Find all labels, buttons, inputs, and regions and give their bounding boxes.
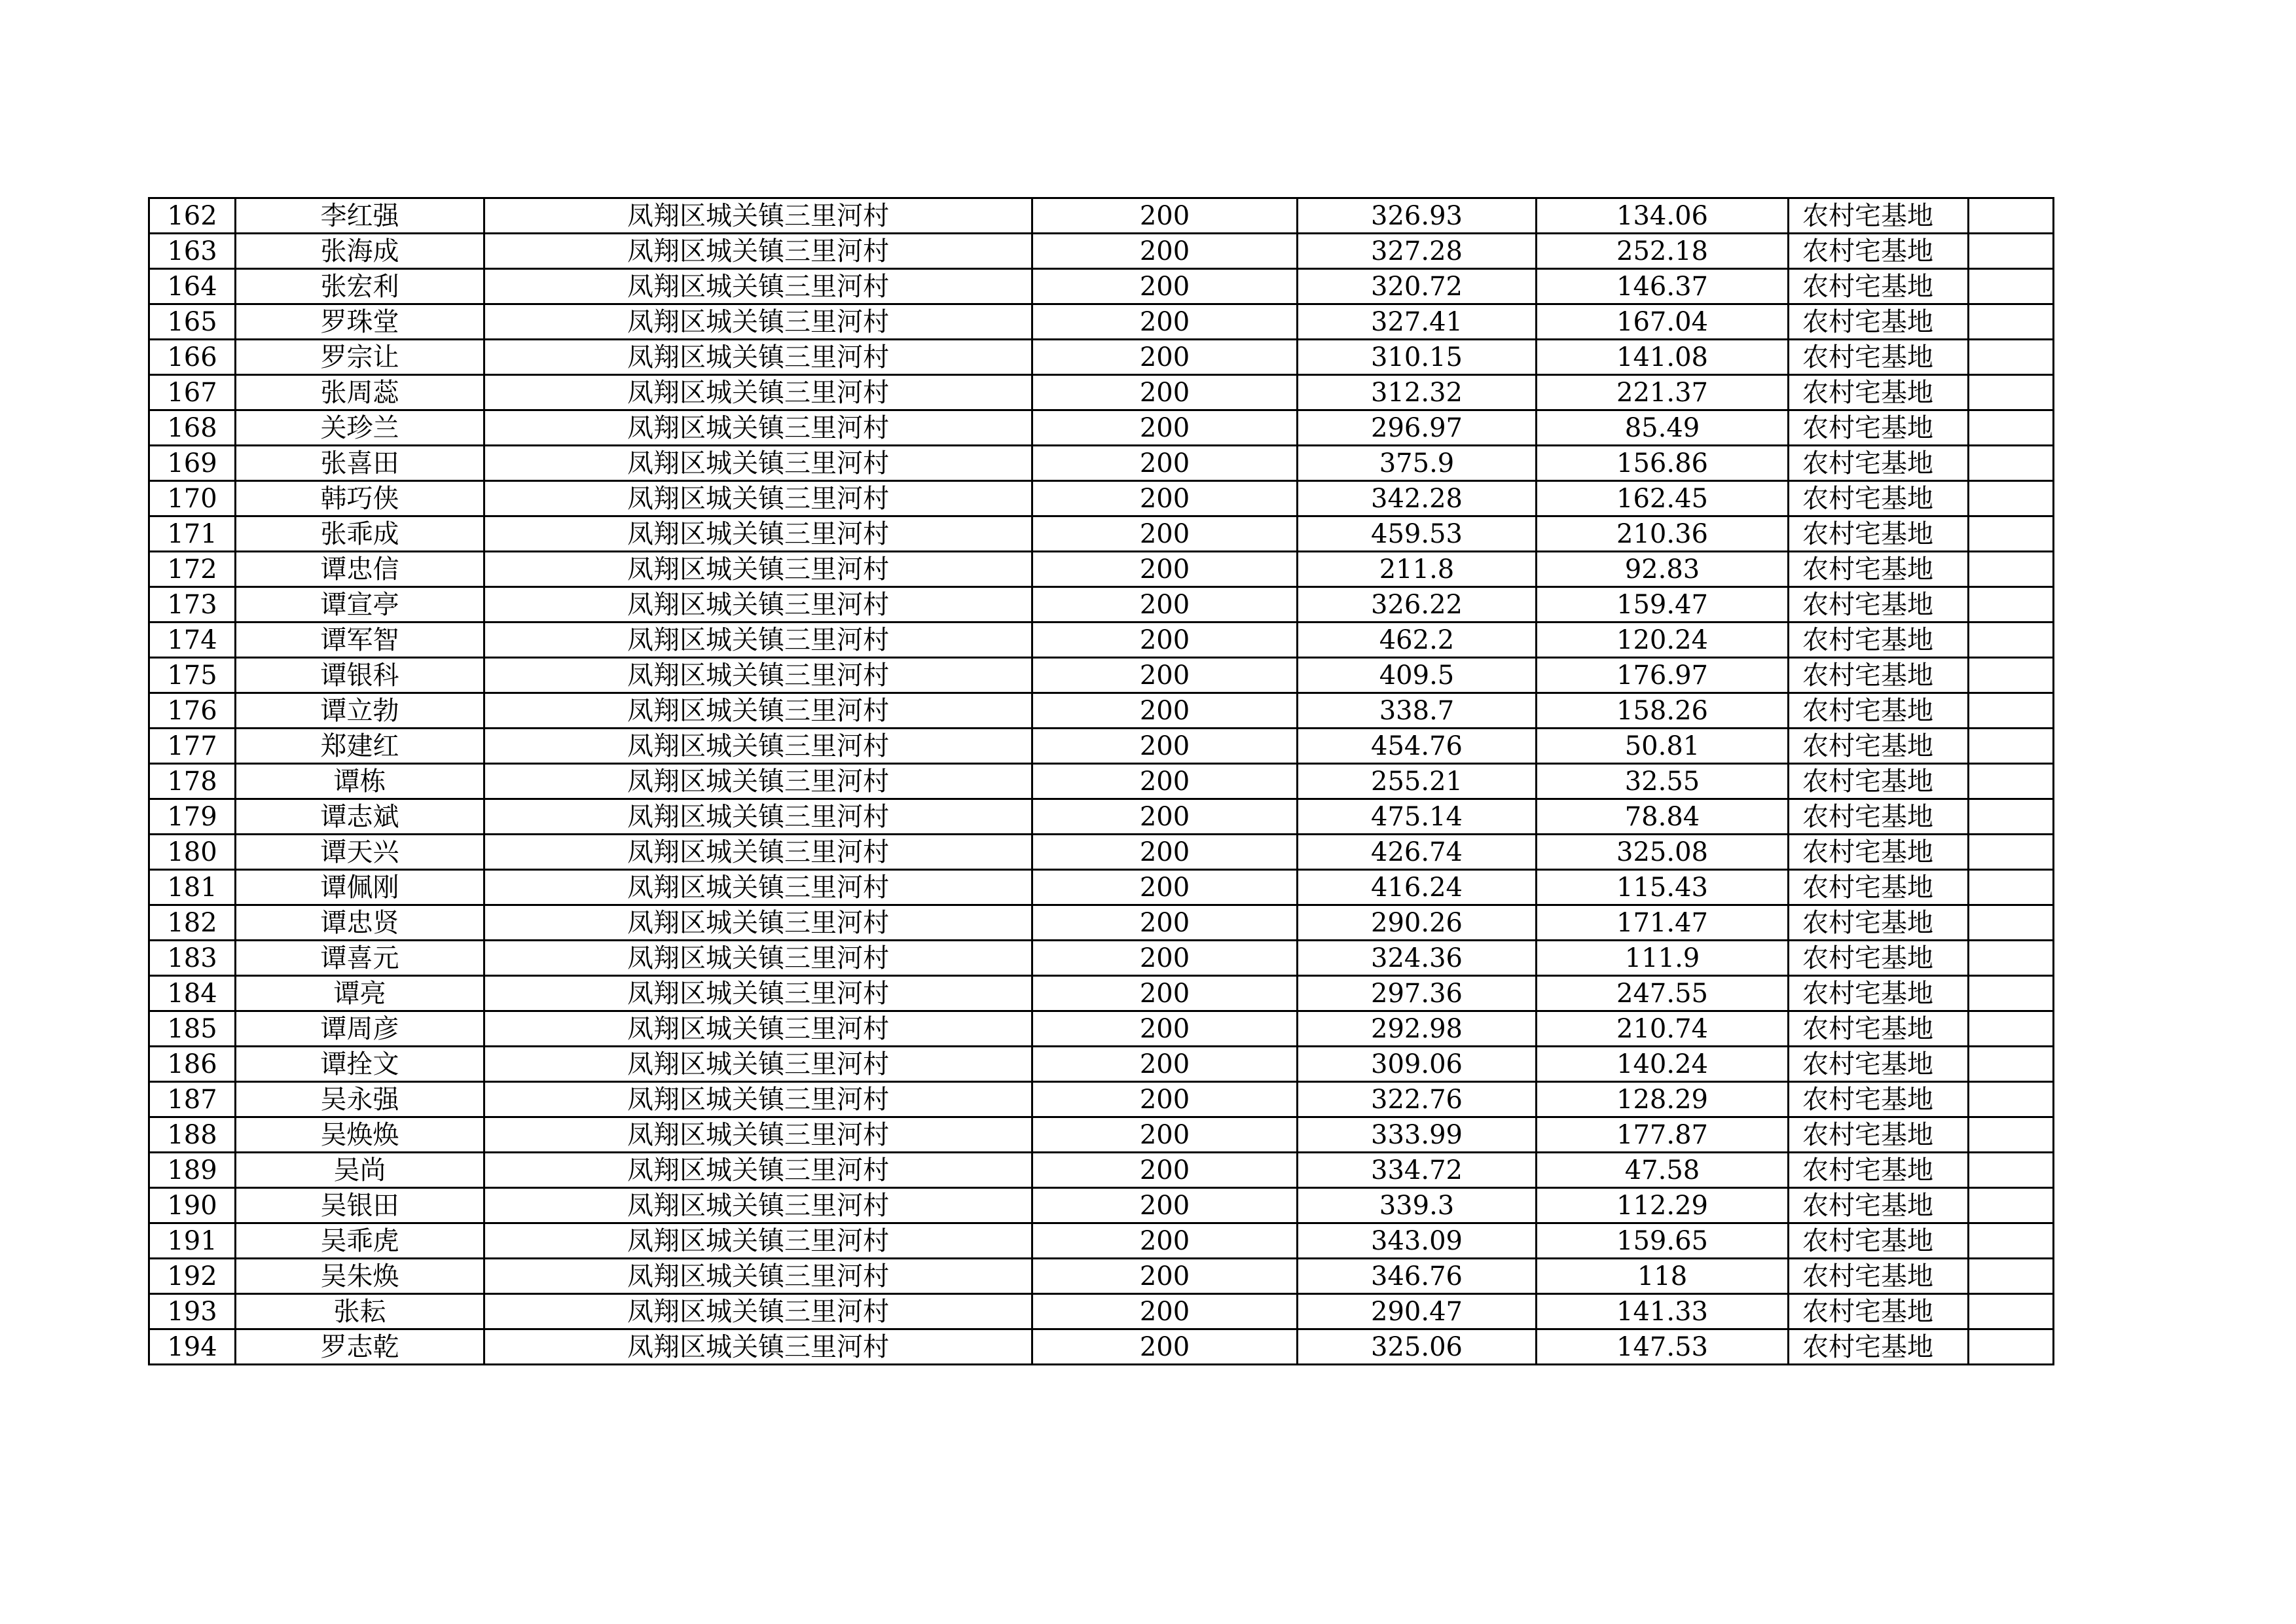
area-cell: 326.22 bbox=[1298, 587, 1537, 623]
name-cell: 谭喜元 bbox=[236, 941, 484, 976]
land-use-cell: 农村宅基地 bbox=[1789, 835, 1969, 870]
note-cell bbox=[1969, 1294, 2054, 1329]
table-row bbox=[149, 1188, 2054, 1223]
base-area-cell: 115.43 bbox=[1537, 870, 1789, 905]
note-cell bbox=[1969, 764, 2054, 799]
note-cell bbox=[1969, 658, 2054, 693]
row-number-cell: 177 bbox=[149, 729, 236, 764]
note-cell bbox=[1969, 304, 2054, 340]
address-cell: 凤翔区城关镇三里河村 bbox=[484, 234, 1032, 269]
address-cell: 凤翔区城关镇三里河村 bbox=[484, 764, 1032, 799]
address-cell: 凤翔区城关镇三里河村 bbox=[484, 1188, 1032, 1223]
address-cell: 凤翔区城关镇三里河村 bbox=[484, 976, 1032, 1011]
land-use-cell: 农村宅基地 bbox=[1789, 1153, 1969, 1188]
name-cell: 谭军智 bbox=[236, 623, 484, 658]
note-cell bbox=[1969, 976, 2054, 1011]
area-cell: 255.21 bbox=[1298, 764, 1537, 799]
note-cell bbox=[1969, 340, 2054, 375]
table-row bbox=[149, 516, 2054, 552]
row-number-cell: 163 bbox=[149, 234, 236, 269]
base-area-cell: 177.87 bbox=[1537, 1117, 1789, 1153]
note-cell bbox=[1969, 552, 2054, 587]
area-cell: 334.72 bbox=[1298, 1153, 1537, 1188]
table-row bbox=[149, 799, 2054, 835]
row-number-cell: 179 bbox=[149, 799, 236, 835]
note-cell bbox=[1969, 410, 2054, 446]
land-use-cell: 农村宅基地 bbox=[1789, 1117, 1969, 1153]
address-cell: 凤翔区城关镇三里河村 bbox=[484, 905, 1032, 941]
base-area-cell: 146.37 bbox=[1537, 269, 1789, 304]
base-area-cell: 159.47 bbox=[1537, 587, 1789, 623]
address-cell: 凤翔区城关镇三里河村 bbox=[484, 375, 1032, 410]
area-cell: 462.2 bbox=[1298, 623, 1537, 658]
row-number-cell: 182 bbox=[149, 905, 236, 941]
name-cell: 吴永强 bbox=[236, 1082, 484, 1117]
row-number-cell: 168 bbox=[149, 410, 236, 446]
note-cell bbox=[1969, 870, 2054, 905]
land-use-cell: 农村宅基地 bbox=[1789, 269, 1969, 304]
quota-cell: 200 bbox=[1032, 693, 1298, 729]
row-number-cell: 172 bbox=[149, 552, 236, 587]
quota-cell: 200 bbox=[1032, 941, 1298, 976]
row-number-cell: 166 bbox=[149, 340, 236, 375]
row-number-cell: 192 bbox=[149, 1259, 236, 1294]
area-cell: 416.24 bbox=[1298, 870, 1537, 905]
address-cell: 凤翔区城关镇三里河村 bbox=[484, 1047, 1032, 1082]
note-cell bbox=[1969, 1082, 2054, 1117]
land-use-cell: 农村宅基地 bbox=[1789, 340, 1969, 375]
note-cell bbox=[1969, 198, 2054, 234]
quota-cell: 200 bbox=[1032, 1082, 1298, 1117]
table-row bbox=[149, 1117, 2054, 1153]
area-cell: 459.53 bbox=[1298, 516, 1537, 552]
table-row bbox=[149, 1153, 2054, 1188]
quota-cell: 200 bbox=[1032, 1259, 1298, 1294]
name-cell: 谭忠信 bbox=[236, 552, 484, 587]
quota-cell: 200 bbox=[1032, 587, 1298, 623]
land-use-cell: 农村宅基地 bbox=[1789, 1011, 1969, 1047]
table-row bbox=[149, 446, 2054, 481]
area-cell: 290.26 bbox=[1298, 905, 1537, 941]
row-number-cell: 191 bbox=[149, 1223, 236, 1259]
name-cell: 谭银科 bbox=[236, 658, 484, 693]
land-use-cell: 农村宅基地 bbox=[1789, 1188, 1969, 1223]
table-row bbox=[149, 1011, 2054, 1047]
name-cell: 李红强 bbox=[236, 198, 484, 234]
address-cell: 凤翔区城关镇三里河村 bbox=[484, 870, 1032, 905]
land-use-cell: 农村宅基地 bbox=[1789, 976, 1969, 1011]
address-cell: 凤翔区城关镇三里河村 bbox=[484, 198, 1032, 234]
table-row bbox=[149, 623, 2054, 658]
table-row bbox=[149, 870, 2054, 905]
table-row bbox=[149, 905, 2054, 941]
row-number-cell: 188 bbox=[149, 1117, 236, 1153]
land-register-table bbox=[148, 197, 2054, 1365]
note-cell bbox=[1969, 516, 2054, 552]
note-cell bbox=[1969, 1047, 2054, 1082]
name-cell: 谭志斌 bbox=[236, 799, 484, 835]
table-row bbox=[149, 1294, 2054, 1329]
land-use-cell: 农村宅基地 bbox=[1789, 1082, 1969, 1117]
base-area-cell: 50.81 bbox=[1537, 729, 1789, 764]
table-row bbox=[149, 976, 2054, 1011]
name-cell: 吴焕焕 bbox=[236, 1117, 484, 1153]
row-number-cell: 181 bbox=[149, 870, 236, 905]
name-cell: 罗志乾 bbox=[236, 1329, 484, 1365]
note-cell bbox=[1969, 1329, 2054, 1365]
table-row bbox=[149, 410, 2054, 446]
quota-cell: 200 bbox=[1032, 1223, 1298, 1259]
area-cell: 297.36 bbox=[1298, 976, 1537, 1011]
table-row bbox=[149, 375, 2054, 410]
address-cell: 凤翔区城关镇三里河村 bbox=[484, 516, 1032, 552]
address-cell: 凤翔区城关镇三里河村 bbox=[484, 658, 1032, 693]
quota-cell: 200 bbox=[1032, 658, 1298, 693]
quota-cell: 200 bbox=[1032, 1329, 1298, 1365]
land-use-cell: 农村宅基地 bbox=[1789, 1047, 1969, 1082]
note-cell bbox=[1969, 1188, 2054, 1223]
note-cell bbox=[1969, 1259, 2054, 1294]
base-area-cell: 325.08 bbox=[1537, 835, 1789, 870]
area-cell: 327.41 bbox=[1298, 304, 1537, 340]
quota-cell: 200 bbox=[1032, 1188, 1298, 1223]
area-cell: 326.93 bbox=[1298, 198, 1537, 234]
note-cell bbox=[1969, 234, 2054, 269]
quota-cell: 200 bbox=[1032, 835, 1298, 870]
row-number-cell: 185 bbox=[149, 1011, 236, 1047]
name-cell: 吴银田 bbox=[236, 1188, 484, 1223]
quota-cell: 200 bbox=[1032, 729, 1298, 764]
area-cell: 409.5 bbox=[1298, 658, 1537, 693]
area-cell: 454.76 bbox=[1298, 729, 1537, 764]
address-cell: 凤翔区城关镇三里河村 bbox=[484, 269, 1032, 304]
table-row bbox=[149, 764, 2054, 799]
row-number-cell: 167 bbox=[149, 375, 236, 410]
quota-cell: 200 bbox=[1032, 1117, 1298, 1153]
land-use-cell: 农村宅基地 bbox=[1789, 1329, 1969, 1365]
base-area-cell: 111.9 bbox=[1537, 941, 1789, 976]
quota-cell: 200 bbox=[1032, 410, 1298, 446]
address-cell: 凤翔区城关镇三里河村 bbox=[484, 304, 1032, 340]
land-use-cell: 农村宅基地 bbox=[1789, 375, 1969, 410]
name-cell: 张乖成 bbox=[236, 516, 484, 552]
note-cell bbox=[1969, 729, 2054, 764]
name-cell: 谭天兴 bbox=[236, 835, 484, 870]
table-row bbox=[149, 729, 2054, 764]
land-use-cell: 农村宅基地 bbox=[1789, 516, 1969, 552]
table-row bbox=[149, 269, 2054, 304]
address-cell: 凤翔区城关镇三里河村 bbox=[484, 1153, 1032, 1188]
land-use-cell: 农村宅基地 bbox=[1789, 587, 1969, 623]
area-cell: 475.14 bbox=[1298, 799, 1537, 835]
base-area-cell: 247.55 bbox=[1537, 976, 1789, 1011]
land-use-cell: 农村宅基地 bbox=[1789, 729, 1969, 764]
table-row bbox=[149, 1259, 2054, 1294]
base-area-cell: 112.29 bbox=[1537, 1188, 1789, 1223]
row-number-cell: 164 bbox=[149, 269, 236, 304]
area-cell: 339.3 bbox=[1298, 1188, 1537, 1223]
name-cell: 谭立勃 bbox=[236, 693, 484, 729]
note-cell bbox=[1969, 1223, 2054, 1259]
land-use-cell: 农村宅基地 bbox=[1789, 1259, 1969, 1294]
row-number-cell: 189 bbox=[149, 1153, 236, 1188]
row-number-cell: 169 bbox=[149, 446, 236, 481]
land-use-cell: 农村宅基地 bbox=[1789, 446, 1969, 481]
base-area-cell: 140.24 bbox=[1537, 1047, 1789, 1082]
row-number-cell: 193 bbox=[149, 1294, 236, 1329]
land-use-cell: 农村宅基地 bbox=[1789, 658, 1969, 693]
row-number-cell: 183 bbox=[149, 941, 236, 976]
table-row bbox=[149, 304, 2054, 340]
area-cell: 290.47 bbox=[1298, 1294, 1537, 1329]
land-use-cell: 农村宅基地 bbox=[1789, 905, 1969, 941]
base-area-cell: 147.53 bbox=[1537, 1329, 1789, 1365]
name-cell: 吴朱焕 bbox=[236, 1259, 484, 1294]
base-area-cell: 92.83 bbox=[1537, 552, 1789, 587]
base-area-cell: 252.18 bbox=[1537, 234, 1789, 269]
land-use-cell: 农村宅基地 bbox=[1789, 1294, 1969, 1329]
quota-cell: 200 bbox=[1032, 1011, 1298, 1047]
note-cell bbox=[1969, 375, 2054, 410]
name-cell: 张海成 bbox=[236, 234, 484, 269]
quota-cell: 200 bbox=[1032, 234, 1298, 269]
table-row bbox=[149, 234, 2054, 269]
land-use-cell: 农村宅基地 bbox=[1789, 799, 1969, 835]
row-number-cell: 174 bbox=[149, 623, 236, 658]
base-area-cell: 158.26 bbox=[1537, 693, 1789, 729]
note-cell bbox=[1969, 587, 2054, 623]
quota-cell: 200 bbox=[1032, 1153, 1298, 1188]
base-area-cell: 134.06 bbox=[1537, 198, 1789, 234]
land-use-cell: 农村宅基地 bbox=[1789, 623, 1969, 658]
name-cell: 吴乖虎 bbox=[236, 1223, 484, 1259]
base-area-cell: 85.49 bbox=[1537, 410, 1789, 446]
note-cell bbox=[1969, 446, 2054, 481]
base-area-cell: 141.08 bbox=[1537, 340, 1789, 375]
note-cell bbox=[1969, 941, 2054, 976]
land-use-cell: 农村宅基地 bbox=[1789, 481, 1969, 516]
base-area-cell: 159.65 bbox=[1537, 1223, 1789, 1259]
base-area-cell: 162.45 bbox=[1537, 481, 1789, 516]
quota-cell: 200 bbox=[1032, 764, 1298, 799]
address-cell: 凤翔区城关镇三里河村 bbox=[484, 481, 1032, 516]
area-cell: 342.28 bbox=[1298, 481, 1537, 516]
base-area-cell: 78.84 bbox=[1537, 799, 1789, 835]
quota-cell: 200 bbox=[1032, 375, 1298, 410]
name-cell: 谭周彦 bbox=[236, 1011, 484, 1047]
quota-cell: 200 bbox=[1032, 623, 1298, 658]
address-cell: 凤翔区城关镇三里河村 bbox=[484, 941, 1032, 976]
row-number-cell: 175 bbox=[149, 658, 236, 693]
address-cell: 凤翔区城关镇三里河村 bbox=[484, 1082, 1032, 1117]
base-area-cell: 176.97 bbox=[1537, 658, 1789, 693]
address-cell: 凤翔区城关镇三里河村 bbox=[484, 799, 1032, 835]
row-number-cell: 186 bbox=[149, 1047, 236, 1082]
area-cell: 333.99 bbox=[1298, 1117, 1537, 1153]
quota-cell: 200 bbox=[1032, 269, 1298, 304]
land-use-cell: 农村宅基地 bbox=[1789, 693, 1969, 729]
base-area-cell: 171.47 bbox=[1537, 905, 1789, 941]
name-cell: 谭忠贤 bbox=[236, 905, 484, 941]
area-cell: 322.76 bbox=[1298, 1082, 1537, 1117]
note-cell bbox=[1969, 799, 2054, 835]
name-cell: 韩巧侠 bbox=[236, 481, 484, 516]
table-row bbox=[149, 587, 2054, 623]
table-row bbox=[149, 835, 2054, 870]
table-body bbox=[149, 198, 2054, 1365]
quota-cell: 200 bbox=[1032, 1294, 1298, 1329]
address-cell: 凤翔区城关镇三里河村 bbox=[484, 410, 1032, 446]
name-cell: 郑建红 bbox=[236, 729, 484, 764]
area-cell: 310.15 bbox=[1298, 340, 1537, 375]
area-cell: 375.9 bbox=[1298, 446, 1537, 481]
base-area-cell: 118 bbox=[1537, 1259, 1789, 1294]
address-cell: 凤翔区城关镇三里河村 bbox=[484, 623, 1032, 658]
name-cell: 张周蕊 bbox=[236, 375, 484, 410]
table-row bbox=[149, 1223, 2054, 1259]
base-area-cell: 47.58 bbox=[1537, 1153, 1789, 1188]
name-cell: 罗宗让 bbox=[236, 340, 484, 375]
address-cell: 凤翔区城关镇三里河村 bbox=[484, 835, 1032, 870]
name-cell: 罗珠堂 bbox=[236, 304, 484, 340]
base-area-cell: 221.37 bbox=[1537, 375, 1789, 410]
address-cell: 凤翔区城关镇三里河村 bbox=[484, 1223, 1032, 1259]
row-number-cell: 171 bbox=[149, 516, 236, 552]
note-cell bbox=[1969, 623, 2054, 658]
base-area-cell: 120.24 bbox=[1537, 623, 1789, 658]
table-row bbox=[149, 340, 2054, 375]
note-cell bbox=[1969, 905, 2054, 941]
area-cell: 346.76 bbox=[1298, 1259, 1537, 1294]
table-row bbox=[149, 941, 2054, 976]
base-area-cell: 167.04 bbox=[1537, 304, 1789, 340]
table-row bbox=[149, 1329, 2054, 1365]
address-cell: 凤翔区城关镇三里河村 bbox=[484, 1294, 1032, 1329]
land-use-cell: 农村宅基地 bbox=[1789, 870, 1969, 905]
quota-cell: 200 bbox=[1032, 340, 1298, 375]
row-number-cell: 180 bbox=[149, 835, 236, 870]
note-cell bbox=[1969, 481, 2054, 516]
table-row bbox=[149, 693, 2054, 729]
quota-cell: 200 bbox=[1032, 304, 1298, 340]
area-cell: 296.97 bbox=[1298, 410, 1537, 446]
note-cell bbox=[1969, 1153, 2054, 1188]
area-cell: 309.06 bbox=[1298, 1047, 1537, 1082]
land-use-cell: 农村宅基地 bbox=[1789, 552, 1969, 587]
address-cell: 凤翔区城关镇三里河村 bbox=[484, 552, 1032, 587]
address-cell: 凤翔区城关镇三里河村 bbox=[484, 729, 1032, 764]
area-cell: 312.32 bbox=[1298, 375, 1537, 410]
land-use-cell: 农村宅基地 bbox=[1789, 941, 1969, 976]
row-number-cell: 184 bbox=[149, 976, 236, 1011]
area-cell: 343.09 bbox=[1298, 1223, 1537, 1259]
quota-cell: 200 bbox=[1032, 516, 1298, 552]
quota-cell: 200 bbox=[1032, 481, 1298, 516]
name-cell: 谭栋 bbox=[236, 764, 484, 799]
land-use-cell: 农村宅基地 bbox=[1789, 198, 1969, 234]
note-cell bbox=[1969, 1011, 2054, 1047]
name-cell: 谭宣亭 bbox=[236, 587, 484, 623]
area-cell: 324.36 bbox=[1298, 941, 1537, 976]
table-row bbox=[149, 1082, 2054, 1117]
quota-cell: 200 bbox=[1032, 198, 1298, 234]
row-number-cell: 176 bbox=[149, 693, 236, 729]
note-cell bbox=[1969, 269, 2054, 304]
area-cell: 338.7 bbox=[1298, 693, 1537, 729]
address-cell: 凤翔区城关镇三里河村 bbox=[484, 446, 1032, 481]
name-cell: 张喜田 bbox=[236, 446, 484, 481]
note-cell bbox=[1969, 1117, 2054, 1153]
base-area-cell: 156.86 bbox=[1537, 446, 1789, 481]
area-cell: 292.98 bbox=[1298, 1011, 1537, 1047]
name-cell: 张宏利 bbox=[236, 269, 484, 304]
quota-cell: 200 bbox=[1032, 552, 1298, 587]
name-cell: 谭佩刚 bbox=[236, 870, 484, 905]
row-number-cell: 187 bbox=[149, 1082, 236, 1117]
base-area-cell: 128.29 bbox=[1537, 1082, 1789, 1117]
name-cell: 张耘 bbox=[236, 1294, 484, 1329]
area-cell: 327.28 bbox=[1298, 234, 1537, 269]
base-area-cell: 210.36 bbox=[1537, 516, 1789, 552]
base-area-cell: 141.33 bbox=[1537, 1294, 1789, 1329]
area-cell: 211.8 bbox=[1298, 552, 1537, 587]
row-number-cell: 194 bbox=[149, 1329, 236, 1365]
base-area-cell: 210.74 bbox=[1537, 1011, 1789, 1047]
land-use-cell: 农村宅基地 bbox=[1789, 1223, 1969, 1259]
address-cell: 凤翔区城关镇三里河村 bbox=[484, 1117, 1032, 1153]
quota-cell: 200 bbox=[1032, 976, 1298, 1011]
table-row bbox=[149, 552, 2054, 587]
row-number-cell: 173 bbox=[149, 587, 236, 623]
row-number-cell: 190 bbox=[149, 1188, 236, 1223]
quota-cell: 200 bbox=[1032, 905, 1298, 941]
address-cell: 凤翔区城关镇三里河村 bbox=[484, 587, 1032, 623]
row-number-cell: 178 bbox=[149, 764, 236, 799]
address-cell: 凤翔区城关镇三里河村 bbox=[484, 340, 1032, 375]
land-use-cell: 农村宅基地 bbox=[1789, 410, 1969, 446]
table-row bbox=[149, 481, 2054, 516]
land-use-cell: 农村宅基地 bbox=[1789, 234, 1969, 269]
note-cell bbox=[1969, 835, 2054, 870]
address-cell: 凤翔区城关镇三里河村 bbox=[484, 1011, 1032, 1047]
quota-cell: 200 bbox=[1032, 446, 1298, 481]
row-number-cell: 162 bbox=[149, 198, 236, 234]
address-cell: 凤翔区城关镇三里河村 bbox=[484, 1329, 1032, 1365]
name-cell: 谭亮 bbox=[236, 976, 484, 1011]
quota-cell: 200 bbox=[1032, 870, 1298, 905]
land-use-cell: 农村宅基地 bbox=[1789, 764, 1969, 799]
area-cell: 325.06 bbox=[1298, 1329, 1537, 1365]
table-row bbox=[149, 198, 2054, 234]
address-cell: 凤翔区城关镇三里河村 bbox=[484, 693, 1032, 729]
quota-cell: 200 bbox=[1032, 799, 1298, 835]
area-cell: 426.74 bbox=[1298, 835, 1537, 870]
row-number-cell: 165 bbox=[149, 304, 236, 340]
name-cell: 关珍兰 bbox=[236, 410, 484, 446]
name-cell: 谭拴文 bbox=[236, 1047, 484, 1082]
name-cell: 吴尚 bbox=[236, 1153, 484, 1188]
note-cell bbox=[1969, 693, 2054, 729]
table-row bbox=[149, 1047, 2054, 1082]
address-cell: 凤翔区城关镇三里河村 bbox=[484, 1259, 1032, 1294]
base-area-cell: 32.55 bbox=[1537, 764, 1789, 799]
row-number-cell: 170 bbox=[149, 481, 236, 516]
land-use-cell: 农村宅基地 bbox=[1789, 304, 1969, 340]
area-cell: 320.72 bbox=[1298, 269, 1537, 304]
table-row bbox=[149, 658, 2054, 693]
quota-cell: 200 bbox=[1032, 1047, 1298, 1082]
